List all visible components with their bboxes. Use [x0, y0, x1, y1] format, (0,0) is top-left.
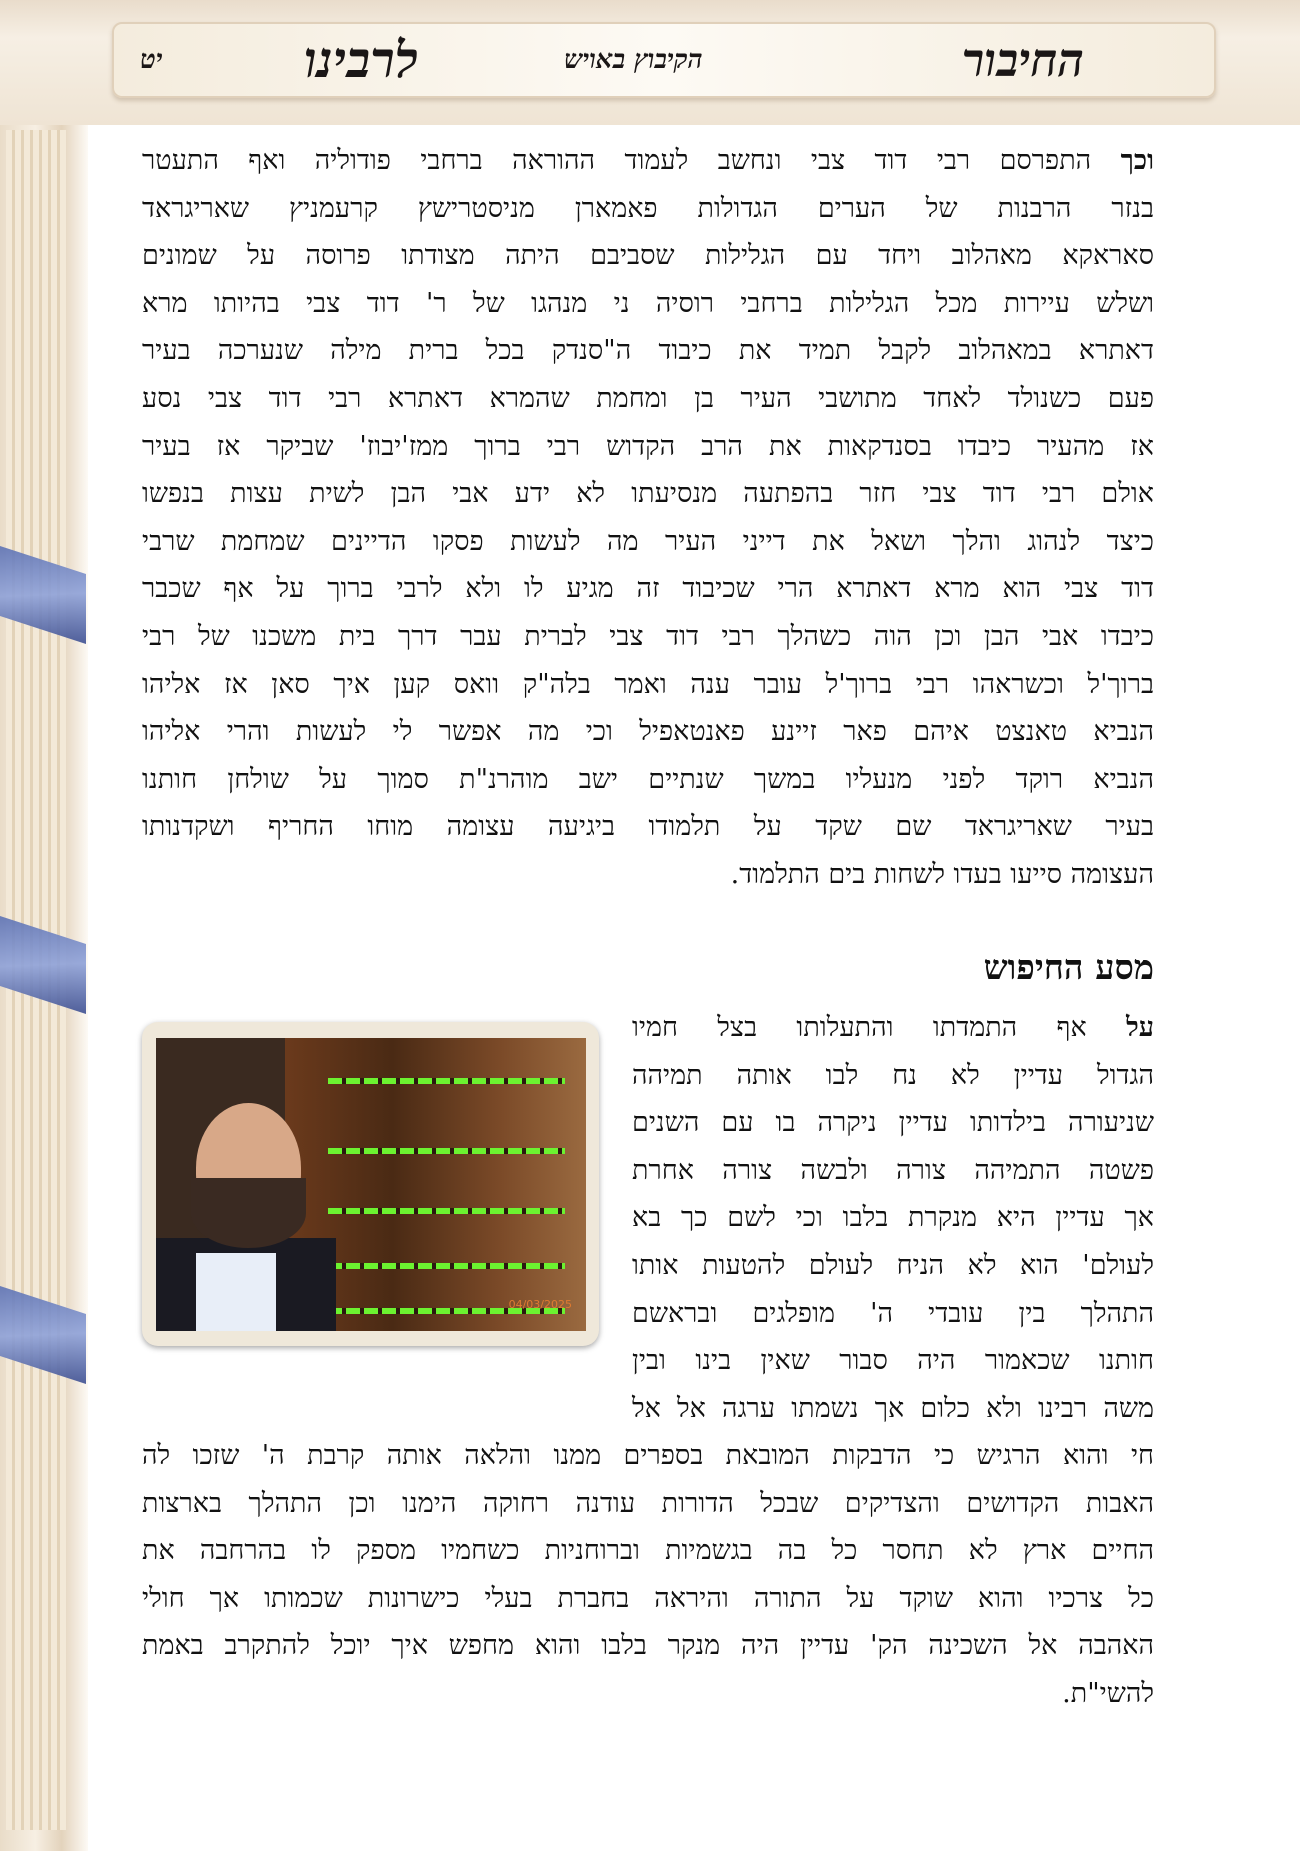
- line-text: חי והוא הרגיש כי הדבקות המובאת בספרים ממנו והלאה אותה קרבת ה' שזכו לה: [142, 1440, 1154, 1471]
- text-line: [142, 478, 1154, 509]
- line-text: התהלך בין עובדי ה' מופלגים ובראשם: [632, 1297, 1154, 1329]
- text-line: [142, 811, 1154, 842]
- header-title-second: לרבינו: [304, 30, 419, 89]
- line-text: סאראקא מאהלוב ויחד עם הגלילות שסביבם היתה מצודתו פרוסה על שמונים: [142, 240, 1154, 272]
- line-text: האהבה אל השכינה הק' עדיין היה מנקר בלבו והוא מחפש איך יוכל להתקרב באמת: [142, 1630, 1154, 1662]
- line-text: העצומה סייעו בעדו לשחות בים התלמוד.: [730, 859, 1154, 890]
- line-text: כיצד לנהוג והלך ושאל את דייני העיר מה לעשות פסקו הדיינים שמחמת שרבי: [142, 525, 1154, 557]
- text-line: [142, 1535, 1154, 1566]
- text-line: [142, 526, 1154, 557]
- line-text: לעולם' הוא לא הניח לעולם להטעות אותו: [632, 1250, 1154, 1281]
- text-line: [142, 383, 1154, 414]
- text-line: [142, 145, 1154, 176]
- line-text: הנביא רוקד לפני מנעליו במשך שנתיים ישב מוהרנ"ת סמוך על שולחן חותנו: [142, 763, 1154, 795]
- text-line: [142, 335, 1154, 366]
- line-text: להשי"ת.: [1062, 1678, 1154, 1709]
- line-text: חותנו שכאמור היה סבור שאין בינו ובין: [632, 1345, 1154, 1377]
- line-text: החיים ארץ לא תחסר כל בה בגשמיות וברוחניות כשחמיו מספק לו בהרחבה את: [142, 1535, 1154, 1567]
- text-line: [632, 1060, 1154, 1091]
- text-line: [142, 573, 1154, 604]
- section-heading: מסע החיפוש: [983, 948, 1154, 988]
- page-header: [0, 0, 1300, 125]
- line-text: הנביא טאנצט איהם פאר זיינע פאנטאפיל וכי מה אפשר לי לעשות והרי אליהו: [142, 716, 1154, 748]
- text-line: [142, 716, 1154, 747]
- line-text: אף התמדתו והתעלותו בצל חמיו: [632, 1012, 1087, 1043]
- text-line: [142, 193, 1154, 224]
- line-text: פעם כשנולד לאחד מתושבי העיר בן ומחמת שהמרא דאתרא רבי דוד צבי נסע: [142, 383, 1154, 414]
- line-text: פשטה התמיהה צורה ולבשה צורה אחרת: [632, 1154, 1154, 1186]
- line-text: אולם רבי דוד צבי חזר בהפתעה מנסיעתו לא ידע אבי הבן לשית עצות בנפשו: [142, 478, 1154, 510]
- line-text: משה רבינו ולא כלום אך נשמתו ערגה אל אל: [632, 1392, 1154, 1424]
- text-line: [142, 1440, 1154, 1471]
- text-line: [142, 1583, 1154, 1614]
- text-line: [632, 1107, 1154, 1138]
- lead-word: על: [1126, 1012, 1154, 1043]
- text-line: [632, 1250, 1154, 1281]
- text-line: [632, 1298, 1154, 1329]
- page-number: יט: [140, 45, 163, 75]
- text-line: [142, 1678, 1154, 1709]
- line-text: התפרסם רבי דוד צבי ונחשב לעמוד ההוראה ברחבי פודוליה ואף התעטר: [142, 145, 1092, 176]
- line-text: ברוך'ל וכשראהו רבי ברוך'ל עובר ענה ואמר בלה"ק וואס קען איך סאן אז אליהו: [142, 668, 1154, 700]
- line-text: ושלש עיירות מכל הגלילות ברחבי רוסיה ני מנהגו של ר' דוד צבי בהיותו מרא: [142, 287, 1154, 319]
- lead-word: וכך: [1120, 145, 1154, 176]
- text-line: [142, 431, 1154, 462]
- text-line: [632, 1393, 1154, 1424]
- line-text: דאתרא במאהלוב לקבל תמיד את כיבוד ה"סנדק בכל ברית מילה שנערכה בעיר: [142, 335, 1154, 367]
- line-text: דוד צבי הוא מרא דאתרא הרי שכיבוד זה מגיע לו ולא לרבי ברוך על אף שכבר: [142, 573, 1154, 605]
- text-line: [142, 1488, 1154, 1519]
- text-line: [142, 1630, 1154, 1661]
- decorative-pillars: [0, 0, 88, 1851]
- text-line: [142, 764, 1154, 795]
- text-line: [142, 288, 1154, 319]
- line-text: בעיר שאריגראד שם שקד על תלמודו ביגיעה עצומה מוחו החריף ושקדנותו: [142, 811, 1154, 843]
- header-title-main: החיבור: [961, 33, 1084, 87]
- line-text: הגדול עדיין לא נח לבו אותה תמיהה: [632, 1059, 1154, 1091]
- photo-date-stamp: 04/03/2025: [508, 1298, 572, 1311]
- text-line: [632, 1345, 1154, 1376]
- line-text: האבות הקדושים והצדיקים שבכל הדורות עודנה רחוקה הימנו וכן התהלך בארצות: [142, 1487, 1154, 1519]
- line-text: בנזר הרבנות של הערים הגדולות פאמארן מניסטרישץ קרעמניץ שאריגראד: [142, 192, 1154, 224]
- line-text: אז מהעיר כיבדו בסנדקאות את הרב הקדוש רבי ברוך ממז'יבוז' שביקר אז בעיר: [142, 430, 1154, 462]
- text-line: [142, 240, 1154, 271]
- text-line: [632, 1012, 1154, 1043]
- text-line: [632, 1155, 1154, 1186]
- line-text: שניעורה בילדותו עדיין ניקרה בו עם השנים: [632, 1107, 1154, 1139]
- header-banner: [112, 22, 1216, 98]
- photo-frame: [142, 1022, 599, 1346]
- text-line: [142, 859, 1154, 890]
- header-subtitle: הקיבוץ באויש: [564, 45, 703, 75]
- text-line: [632, 1202, 1154, 1233]
- text-line: [142, 669, 1154, 700]
- line-text: אך עדיין היא מנקרת בלבו וכי לשם כך בא: [632, 1202, 1154, 1234]
- photo-man-in-library: [156, 1038, 586, 1331]
- text-line: [142, 621, 1154, 652]
- line-text: כל צרכיו והוא שוקד על התורה והיראה בחברת בעלי כישרונות שכמותו אך חולי: [142, 1582, 1154, 1614]
- line-text: כיבדו אבי הבן וכן הוה כשהלך רבי דוד צבי לברית עבר דרך בית משכנו של רבי: [142, 621, 1154, 652]
